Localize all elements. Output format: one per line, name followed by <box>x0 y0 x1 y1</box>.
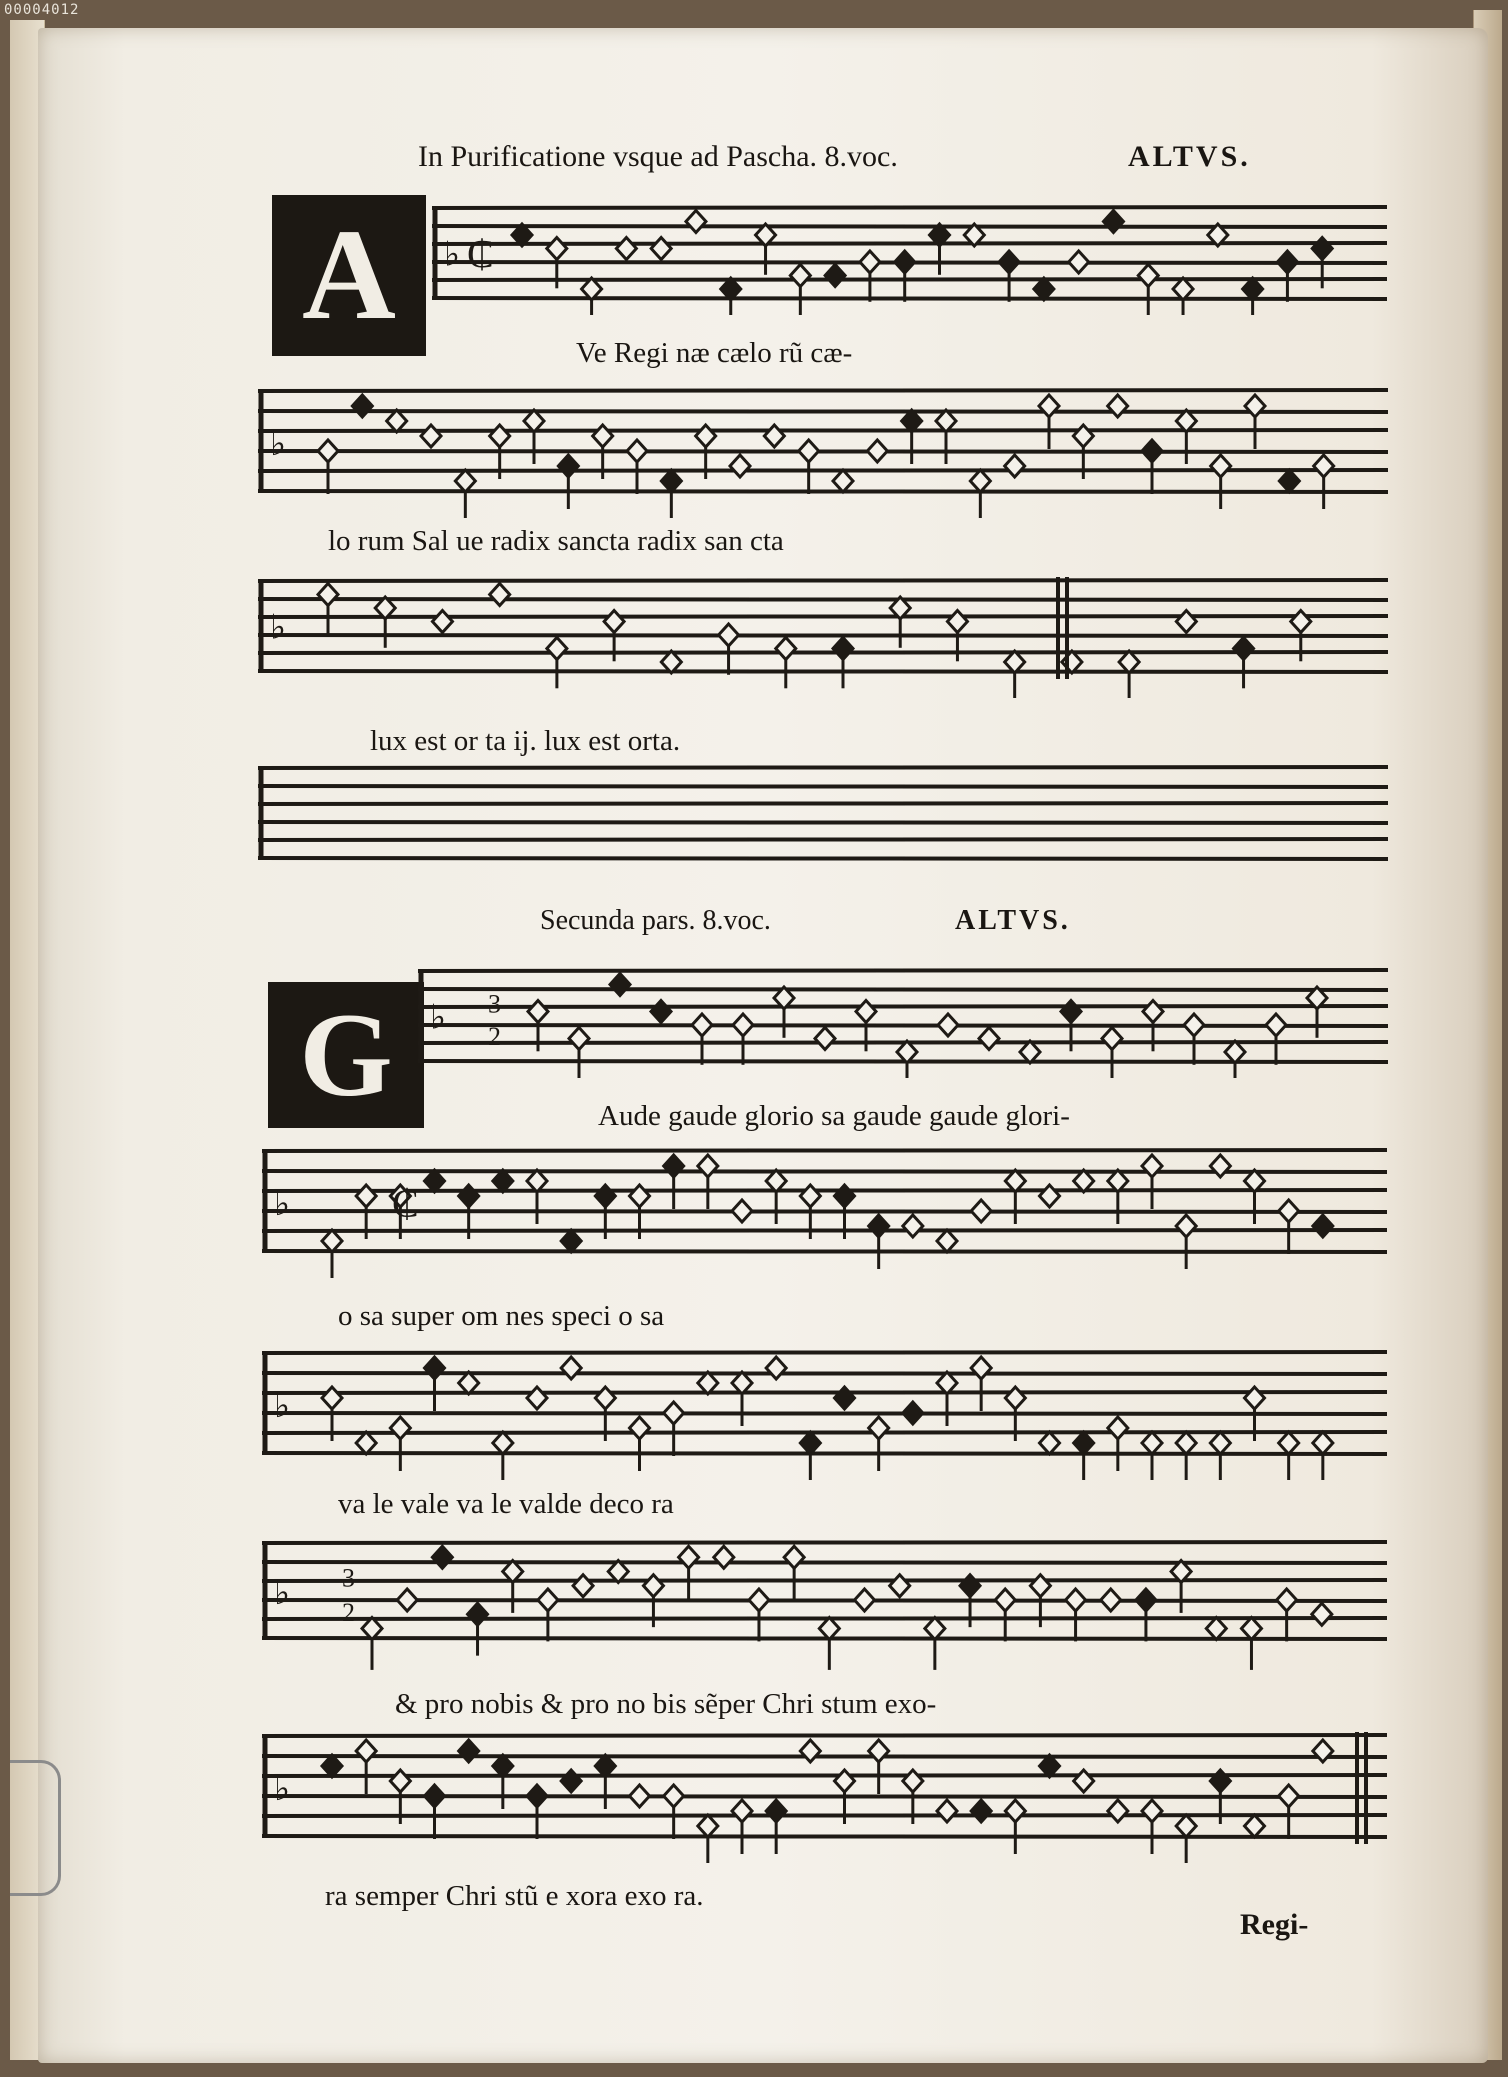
staff-line <box>418 1042 1388 1043</box>
note-head <box>425 1357 445 1379</box>
note-head <box>664 1402 684 1424</box>
note-head <box>1279 1432 1299 1454</box>
note-head <box>730 455 750 477</box>
note-head <box>1062 651 1082 673</box>
note-head <box>890 1575 910 1597</box>
note-head <box>397 1589 417 1611</box>
note-head <box>661 470 681 492</box>
note-head <box>1142 440 1162 462</box>
staff-line <box>262 1836 1387 1837</box>
lyric-line-8: & pro nobis & pro no bis sẽper Chri stum exo- <box>395 1688 937 1720</box>
note-head <box>979 1028 999 1050</box>
flat-sign: ♭ <box>270 609 287 647</box>
note-head <box>947 611 967 633</box>
staff-line <box>258 671 1388 672</box>
staff-line <box>262 1211 1387 1212</box>
note-head <box>800 1432 820 1454</box>
note-head <box>815 1028 835 1050</box>
note-head <box>459 1372 479 1394</box>
staff-line <box>418 1025 1388 1026</box>
note-head <box>790 265 810 287</box>
note-head <box>833 470 853 492</box>
note-head <box>627 440 647 462</box>
staff-line <box>262 1815 1387 1816</box>
staff-2 <box>258 383 1388 518</box>
note-head <box>698 1155 718 1177</box>
note-head <box>799 440 819 462</box>
note-head <box>855 1589 875 1611</box>
note-head <box>1206 1618 1226 1640</box>
note-head <box>421 425 441 447</box>
staff-line <box>418 1006 1388 1007</box>
note-head <box>732 1200 752 1222</box>
note-head <box>869 1740 889 1762</box>
note-head <box>561 1230 581 1252</box>
note-head <box>322 1755 342 1777</box>
flat-sign: ♭ <box>444 236 461 274</box>
note-head <box>1241 1618 1261 1640</box>
lyric-line-2: lo rum Sal ue radix sancta radix san cta <box>328 525 784 557</box>
note-head <box>835 1387 855 1409</box>
note-head <box>1210 1432 1230 1454</box>
note-head <box>1103 211 1123 233</box>
note-head <box>1108 1800 1128 1822</box>
note-head <box>856 1001 876 1023</box>
note-head <box>696 425 716 447</box>
note-head <box>630 1185 650 1207</box>
note-head <box>732 1800 752 1822</box>
note-head <box>1277 251 1297 273</box>
note-head <box>1245 1815 1265 1837</box>
note-head <box>561 1357 581 1379</box>
note-head <box>867 440 887 462</box>
note-head <box>1040 1432 1060 1454</box>
note-head <box>903 1215 923 1237</box>
note-head <box>937 1800 957 1822</box>
custos-word: Regi- <box>1240 1908 1309 1941</box>
note-head <box>573 1575 593 1597</box>
note-head <box>561 1770 581 1792</box>
note-head <box>630 1417 650 1439</box>
paper-clip <box>10 1760 61 1896</box>
staff-line <box>432 298 1387 299</box>
note-head <box>390 1417 410 1439</box>
staff-line <box>258 786 1388 787</box>
page-title: In Purificatione vsque ad Pascha. 8.voc. <box>418 140 898 173</box>
note-head <box>692 1014 712 1036</box>
note-head <box>1143 1001 1163 1023</box>
note-head <box>698 1815 718 1837</box>
note-head <box>356 1432 376 1454</box>
staff-line <box>262 1190 1387 1191</box>
proportion-denominator: 2 <box>488 1021 501 1051</box>
staff-line <box>262 1392 1387 1393</box>
secunda-title: Secunda pars. 8.voc. <box>540 905 771 936</box>
lyric-line-1: Ve Regi næ cælo rũ cæ- <box>576 337 853 369</box>
note-head <box>895 251 915 273</box>
note-head <box>719 624 739 646</box>
note-head <box>1074 1432 1094 1454</box>
note-head <box>938 1014 958 1036</box>
note-head <box>425 1170 445 1192</box>
note-head <box>322 1230 342 1252</box>
staff-line <box>262 1756 1387 1757</box>
staff-9 <box>262 1728 1387 1863</box>
staff-line <box>432 279 1387 280</box>
note-head <box>1243 278 1263 300</box>
decorated-initial-a: A <box>272 195 426 356</box>
note-head <box>1313 1432 1333 1454</box>
note-head <box>764 425 784 447</box>
staff-3 <box>258 573 1388 698</box>
staff-line <box>262 1352 1387 1353</box>
note-head <box>1234 638 1254 660</box>
note-head <box>1291 611 1311 633</box>
staff-line <box>432 243 1387 244</box>
note-head <box>1119 651 1139 673</box>
note-head <box>784 1546 804 1568</box>
note-head <box>825 265 845 287</box>
flat-sign: ♭ <box>274 1186 291 1223</box>
note-head <box>468 1603 488 1625</box>
note-head <box>1176 1432 1196 1454</box>
note-head <box>903 1402 923 1424</box>
note-head <box>610 974 630 996</box>
staff-line <box>262 1542 1387 1543</box>
note-head <box>1277 1589 1297 1611</box>
note-head <box>390 1770 410 1792</box>
flat-sign: ♭ <box>270 426 287 463</box>
staff-line <box>258 451 1388 452</box>
note-head <box>925 1618 945 1640</box>
note-head <box>1184 1014 1204 1036</box>
note-head <box>903 1770 923 1792</box>
staff-1 <box>432 200 1387 315</box>
staff-line <box>258 390 1388 391</box>
lyric-line-5: Aude gaude glorio sa gaude gaude glori- <box>598 1100 1070 1132</box>
note-head <box>869 1417 889 1439</box>
note-head <box>835 1770 855 1792</box>
staff-line <box>418 970 1388 971</box>
note-head <box>527 1387 547 1409</box>
note-head <box>651 1001 671 1023</box>
staff-line <box>258 839 1388 840</box>
lyric-line-9: ra semper Chri stũ e xora exo ra. <box>325 1880 704 1912</box>
staff-line <box>258 822 1388 823</box>
note-head <box>971 1800 991 1822</box>
note-head <box>490 584 510 606</box>
note-head <box>651 238 671 260</box>
note-head <box>714 1546 734 1568</box>
note-head <box>1061 1001 1081 1023</box>
note-head <box>595 1387 615 1409</box>
note-head <box>593 425 613 447</box>
note-head <box>766 1800 786 1822</box>
note-head <box>459 1740 479 1762</box>
note-head <box>1225 1041 1245 1063</box>
staff-line <box>432 207 1387 208</box>
proportion-numerator: 3 <box>342 1563 355 1593</box>
note-head <box>352 395 372 417</box>
note-head <box>1136 1589 1156 1611</box>
note-head <box>1312 238 1332 260</box>
note-head <box>766 1357 786 1379</box>
staff-8 <box>262 1535 1387 1670</box>
note-head <box>800 1740 820 1762</box>
note-head <box>995 1589 1015 1611</box>
note-head <box>643 1575 663 1597</box>
note-head <box>860 251 880 273</box>
note-head <box>1211 455 1231 477</box>
note-head <box>1142 1432 1162 1454</box>
note-head <box>1173 278 1193 300</box>
note-head <box>432 611 452 633</box>
note-head <box>1005 1800 1025 1822</box>
note-head <box>1176 611 1196 633</box>
note-head <box>800 1185 820 1207</box>
note-head <box>1005 1387 1025 1409</box>
lyric-line-6: o sa super om nes speci o sa <box>338 1300 665 1332</box>
note-head <box>1069 251 1089 273</box>
proportion-numerator: 3 <box>488 989 501 1019</box>
staff-line <box>418 1061 1388 1062</box>
archive-stamp: 00004012 <box>4 2 80 18</box>
note-head <box>1101 1589 1121 1611</box>
note-head <box>1102 1028 1122 1050</box>
note-head <box>459 1185 479 1207</box>
voice-label: ALTVS. <box>1128 140 1251 173</box>
note-head <box>318 440 338 462</box>
note-head <box>1030 1575 1050 1597</box>
staff-line <box>262 1580 1387 1581</box>
mensuration-sign: ₵ <box>467 231 494 277</box>
mensuration-sign: ₵ <box>392 1181 419 1226</box>
staff-line <box>262 1230 1387 1231</box>
note-head <box>356 1740 376 1762</box>
note-head <box>318 584 338 606</box>
note-head <box>1313 1215 1333 1237</box>
note-head <box>1279 1200 1299 1222</box>
staff-line <box>258 616 1388 617</box>
note-head <box>679 1546 699 1568</box>
note-head <box>819 1618 839 1640</box>
staff-line <box>258 599 1388 600</box>
note-head <box>527 1785 547 1807</box>
note-head <box>547 638 567 660</box>
note-head <box>604 611 624 633</box>
note-head <box>569 1028 589 1050</box>
note-head <box>1176 1815 1196 1837</box>
note-head <box>630 1785 650 1807</box>
lyric-line-7: va le vale va le valde deco ra <box>338 1488 674 1520</box>
note-head <box>538 1589 558 1611</box>
note-head <box>558 455 578 477</box>
note-head <box>971 1200 991 1222</box>
staff-line <box>262 1600 1387 1601</box>
decorated-initial-g: G <box>268 982 424 1128</box>
note-head <box>493 1170 513 1192</box>
staff-line <box>258 635 1388 636</box>
note-head <box>527 1170 547 1192</box>
flat-sign: ♭ <box>430 999 447 1037</box>
note-head <box>664 1155 684 1177</box>
staff-line <box>258 411 1388 412</box>
staff-line <box>262 1150 1387 1151</box>
staff-line <box>258 652 1388 653</box>
note-head <box>493 1432 513 1454</box>
note-head <box>1066 1589 1086 1611</box>
note-head <box>835 1185 855 1207</box>
note-head <box>1005 455 1025 477</box>
staff-line <box>262 1562 1387 1563</box>
staff-line <box>262 1251 1387 1252</box>
note-head <box>455 470 475 492</box>
note-head <box>970 470 990 492</box>
note-head <box>833 638 853 660</box>
note-head <box>616 238 636 260</box>
note-head <box>322 1387 342 1409</box>
note-head <box>1108 1417 1128 1439</box>
staff-line <box>258 858 1388 859</box>
note-head <box>1312 1603 1332 1625</box>
note-head <box>1314 455 1334 477</box>
note-head <box>432 1546 452 1568</box>
staff-7 <box>262 1345 1387 1480</box>
note-head <box>664 1785 684 1807</box>
staff-line <box>432 226 1387 227</box>
staff-line <box>258 491 1388 492</box>
staff-6 <box>262 1143 1387 1278</box>
flat-sign: ♭ <box>274 1771 291 1808</box>
staff-line <box>258 767 1388 768</box>
note-head <box>1279 470 1299 492</box>
note-head <box>493 1755 513 1777</box>
note-head <box>686 211 706 233</box>
proportion-denominator: 2 <box>342 1597 355 1627</box>
staff-line <box>418 989 1388 990</box>
note-head <box>1138 265 1158 287</box>
note-head <box>937 1230 957 1252</box>
staff-line <box>262 1413 1387 1414</box>
note-head <box>733 1014 753 1036</box>
note-head <box>776 638 796 660</box>
flat-sign: ♭ <box>274 1574 291 1612</box>
note-head <box>425 1785 445 1807</box>
note-head <box>999 251 1019 273</box>
note-head <box>1142 1800 1162 1822</box>
note-head <box>749 1589 769 1611</box>
note-head <box>960 1575 980 1597</box>
flat-sign: ♭ <box>274 1388 291 1425</box>
note-head <box>1176 1215 1196 1237</box>
note-head <box>547 238 567 260</box>
staff-line <box>258 580 1388 581</box>
note-head <box>1279 1785 1299 1807</box>
note-head <box>869 1215 889 1237</box>
lyric-line-3: lux est or ta ij. lux est orta. <box>370 725 681 757</box>
note-head <box>524 410 544 432</box>
note-head <box>528 1001 548 1023</box>
note-head <box>971 1357 991 1379</box>
note-head <box>490 425 510 447</box>
note-head <box>387 410 407 432</box>
note-head <box>356 1185 376 1207</box>
secunda-voice-label: ALTVS. <box>955 905 1071 936</box>
staff-line <box>258 803 1388 804</box>
staff-5 <box>418 963 1388 1078</box>
note-head <box>1266 1014 1286 1036</box>
note-head <box>595 1185 615 1207</box>
staff-line <box>262 1735 1387 1736</box>
staff-4-empty <box>258 760 1388 875</box>
